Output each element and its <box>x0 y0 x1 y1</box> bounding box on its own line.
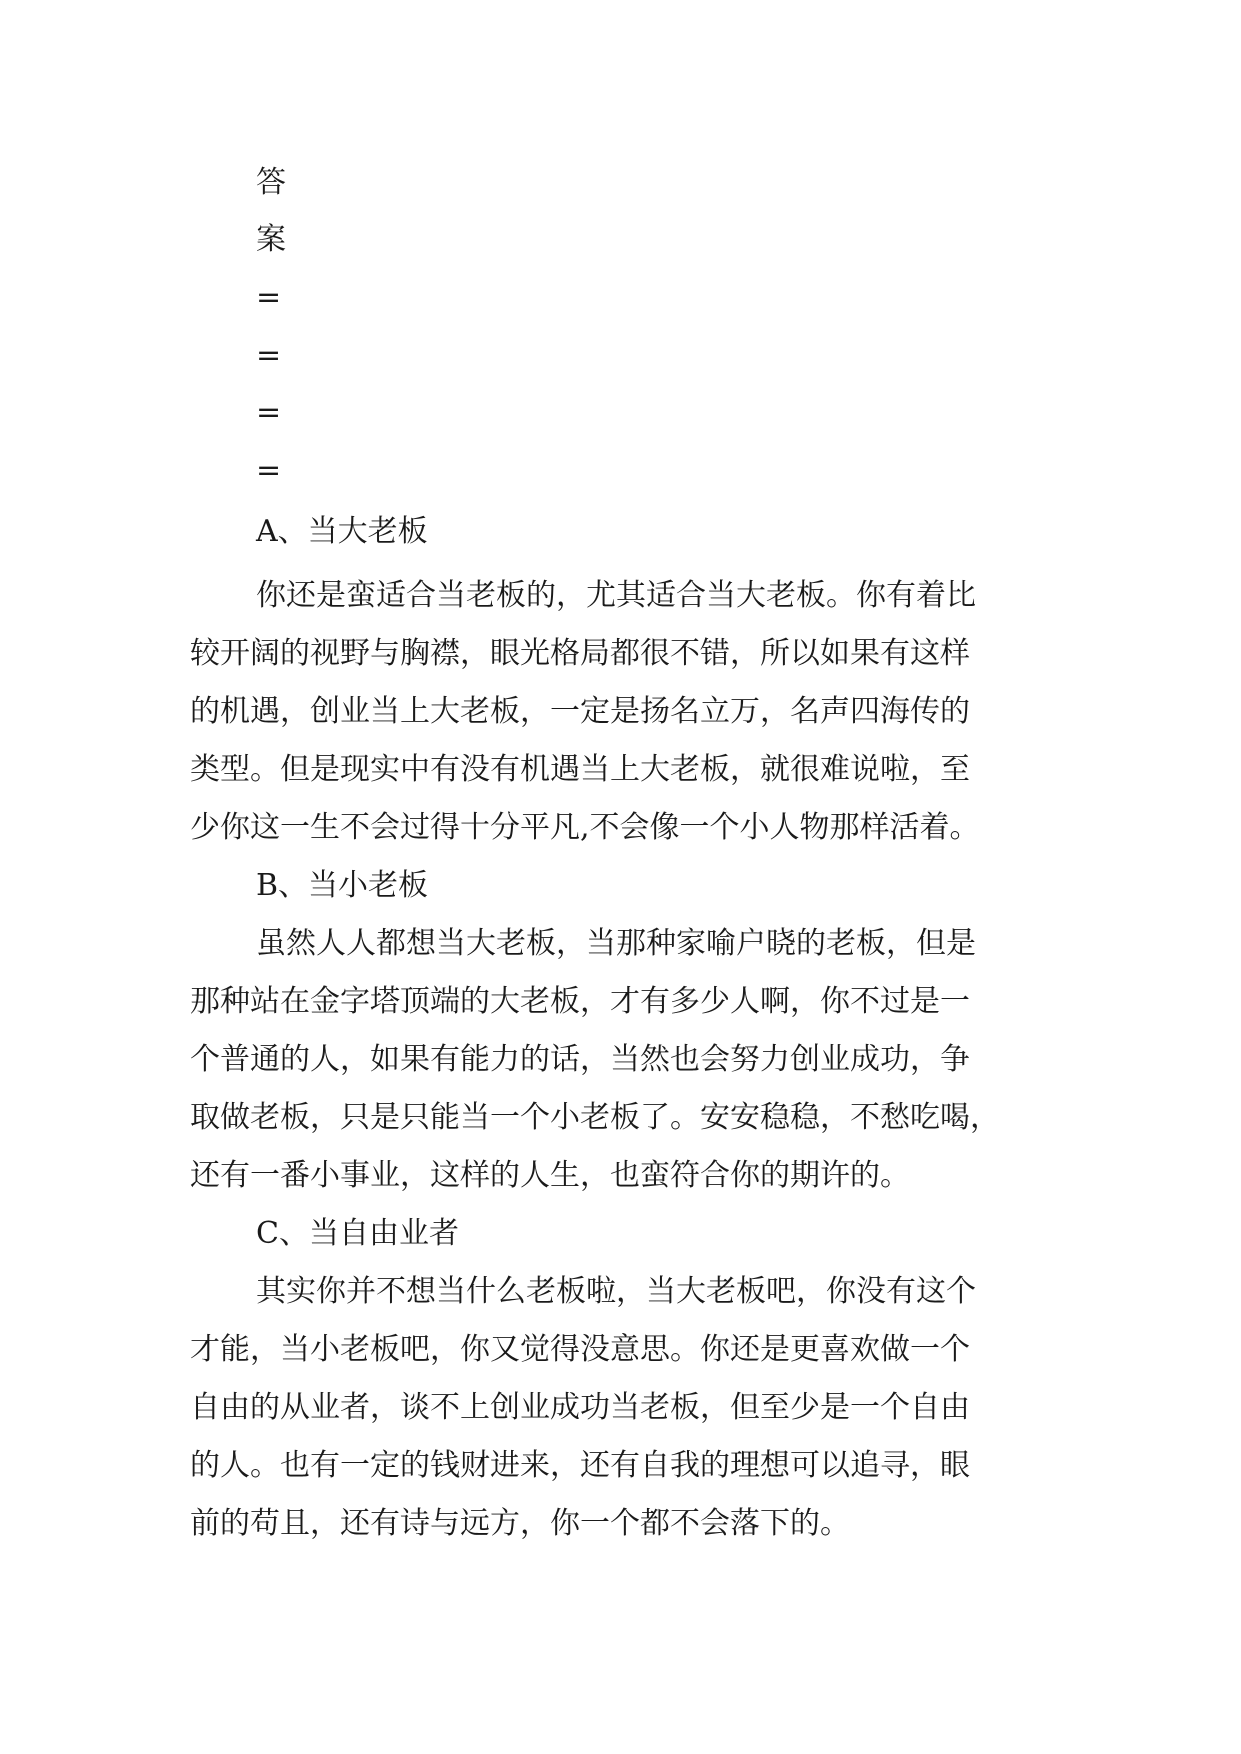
paragraph-line: 还有一番小事业，这样的人生，也蛮符合你的期许的。 <box>190 1158 910 1193</box>
paragraph-line: 个普通的人，如果有能力的话，当然也会努力创业成功，争 <box>190 1042 970 1077</box>
vertical-char: = <box>256 280 282 315</box>
paragraph-line: 虽然人人都想当大老板，当那种家喻户晓的老板，但是 <box>256 926 976 961</box>
vertical-char: = <box>256 338 282 373</box>
vertical-char: = <box>256 453 282 488</box>
paragraph-line: 类型。但是现实中有没有机遇当上大老板，就很难说啦，至 <box>190 752 970 787</box>
paragraph-line: 你还是蛮适合当老板的，尤其适合当大老板。你有着比 <box>256 578 976 613</box>
paragraph-line: 那种站在金字塔顶端的大老板，才有多少人啊，你不过是一 <box>190 984 970 1019</box>
paragraph-line: 少你这一生不会过得十分平凡,不会像一个小人物那样活着。 <box>190 810 980 845</box>
paragraph-line: 取做老板，只是只能当一个小老板了。安安稳稳，不愁吃喝， <box>190 1100 1000 1135</box>
paragraph-line: 才能，当小老板吧，你又觉得没意思。你还是更喜欢做一个 <box>190 1332 970 1367</box>
vertical-char: 案 <box>256 222 286 257</box>
section-heading: B、当小老板 <box>256 868 429 903</box>
section-heading: A、当大老板 <box>256 514 428 549</box>
paragraph-line: 的机遇，创业当上大老板，一定是扬名立万，名声四海传的 <box>190 694 970 729</box>
paragraph-line: 的人。也有一定的钱财进来，还有自我的理想可以追寻，眼 <box>190 1448 970 1483</box>
paragraph-line: 自由的从业者，谈不上创业成功当老板，但至少是一个自由 <box>190 1390 970 1425</box>
section-heading: C、当自由业者 <box>256 1216 459 1251</box>
paragraph-line: 其实你并不想当什么老板啦，当大老板吧，你没有这个 <box>256 1274 976 1309</box>
paragraph-line: 前的苟且，还有诗与远方，你一个都不会落下的。 <box>190 1506 850 1541</box>
vertical-char: 答 <box>256 165 286 200</box>
vertical-char: = <box>256 395 282 430</box>
paragraph-line: 较开阔的视野与胸襟，眼光格局都很不错，所以如果有这样 <box>190 636 970 671</box>
